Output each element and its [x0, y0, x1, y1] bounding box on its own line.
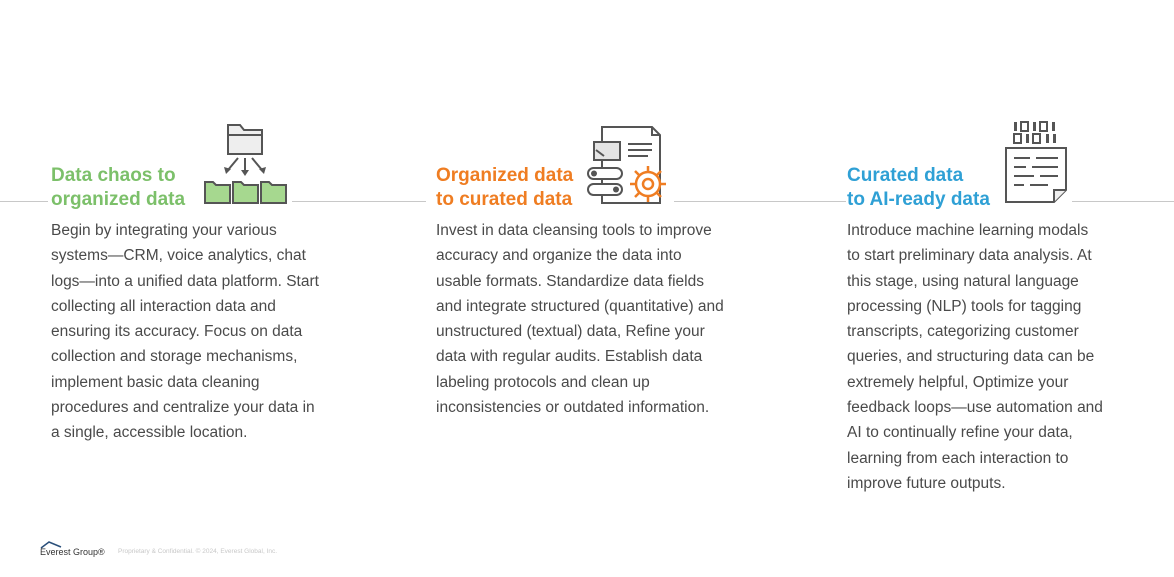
stage-body-1: Begin by integrating your various systems—CRM, voice analytics, chat logs—into a unified data platform. Start collecting all interaction data and ensuring its accuracy. Focus on data collection and storage mechanisms, implement basic data cleaning procedures and centralize your data in a single, accessible location. — [51, 222, 319, 442]
divider-line-1 — [0, 201, 48, 202]
stage-body-2: Invest in data cleansing tools to improve accuracy and organize the data into usable formats. Standardize data fields and integrate structured (quantitative) and unstructured (textual) data, Refine your data with regular audits. Establish data labeling protocols and clean up inconsistencies or outdated information. — [436, 222, 724, 417]
binary-data-sheet-icon — [1000, 118, 1074, 210]
stage-title-2: Organized data to curated data — [436, 165, 574, 210]
divider-line-2 — [292, 201, 426, 202]
stage-body-3: Introduce machine learning modals to start preliminary data analysis. At this stage, using natural language processing (NLP) tools for tagging transcripts, categorizing customer queries, and structuring data can be extremely helpful, Optimize your feedback loops—use automation and AI to continually refine your data, learning from each interaction to improve future outputs. — [847, 222, 1103, 492]
folders-organize-icon — [200, 120, 292, 206]
copyright-notice: Proprietary & Confidential. © 2024, Everest Global, Inc. — [118, 548, 278, 555]
stage-title-1: Data chaos to organized data — [51, 165, 186, 210]
brand-logo: Everest Group® — [40, 547, 105, 557]
divider-line-4 — [1072, 201, 1174, 202]
stage-title-3: Curated data to AI-ready data — [847, 165, 990, 210]
document-gear-icon — [584, 122, 674, 210]
divider-line-3 — [674, 201, 846, 202]
